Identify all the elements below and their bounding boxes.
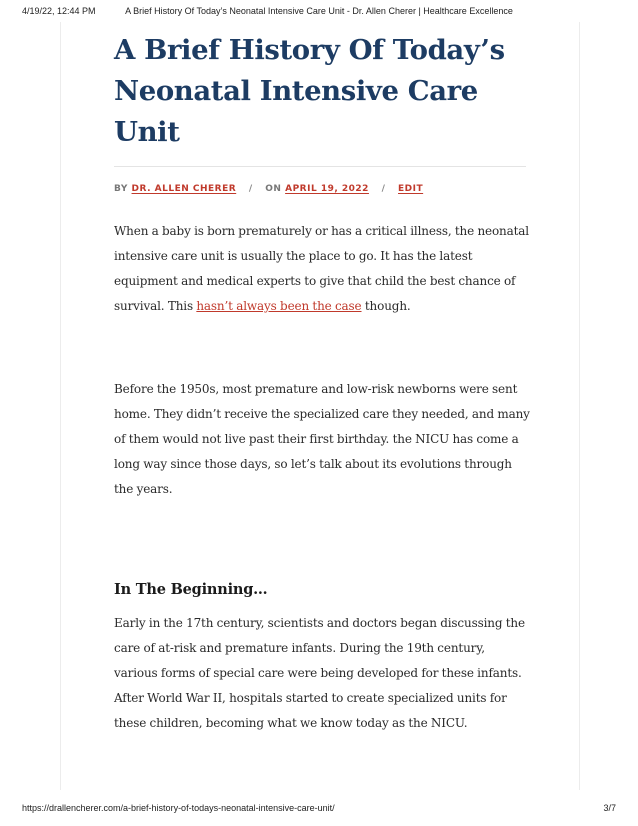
paragraph-intro bbox=[114, 219, 530, 319]
title-divider bbox=[114, 166, 526, 167]
print-footer bbox=[22, 803, 616, 817]
paragraph-intro-tail: though. bbox=[361, 299, 411, 313]
print-header bbox=[22, 6, 616, 20]
print-doc-title: A Brief History Of Today’s Neonatal Intensive Care Unit - Dr. Allen Cherer | Healthcare Excellence bbox=[125, 6, 513, 16]
date-link[interactable]: APRIL 19, 2022 bbox=[285, 184, 369, 194]
print-page-number: 3/7 bbox=[603, 803, 616, 813]
post-meta bbox=[114, 184, 530, 194]
article bbox=[114, 30, 530, 736]
content-border-right bbox=[579, 22, 580, 790]
paragraph-intro-text: When a baby is born prematurely or has a critical illness, the neonatal intensive care unit is usually the place to go. It has the latest equipment and medical experts to give that child the best chance of survival. This bbox=[114, 224, 529, 313]
history-link[interactable]: hasn’t always been the case bbox=[196, 299, 362, 313]
paragraph-before-1950s: Before the 1950s, most premature and low-risk newborns were sent home. They didn’t receive the specialized care they needed, and many of them would not live past their first birthday. the NICU has come a long way since those days, so let’s talk about its evolutions through the years. bbox=[114, 382, 530, 496]
paragraph-beginning: Early in the 17th century, scientists and doctors began discussing the care of at-risk and premature infants. During the 19th century, various forms of special care were being developed for these infants. After World War II, hospitals started to create specialized units for these children, becoming what we know today as the NICU. bbox=[114, 616, 525, 730]
article-title bbox=[114, 30, 530, 153]
meta-by-label: BY bbox=[114, 184, 128, 194]
content-border-left bbox=[60, 22, 61, 790]
article-title-line-2: Neonatal Intensive Care Unit bbox=[114, 75, 478, 148]
print-datetime: 4/19/22, 12:44 PM bbox=[22, 6, 96, 16]
print-url: https://drallencherer.com/a-brief-history-of-todays-neonatal-intensive-care-unit/ bbox=[22, 803, 335, 813]
meta-separator: / bbox=[248, 184, 253, 194]
edit-link[interactable]: EDIT bbox=[398, 184, 424, 194]
section-heading: In The Beginning… bbox=[114, 581, 268, 598]
meta-on-label: ON bbox=[265, 184, 282, 194]
article-title-line-1: A Brief History Of Today’s bbox=[114, 34, 505, 66]
author-link[interactable]: DR. ALLEN CHERER bbox=[131, 184, 237, 194]
meta-separator: / bbox=[381, 184, 386, 194]
